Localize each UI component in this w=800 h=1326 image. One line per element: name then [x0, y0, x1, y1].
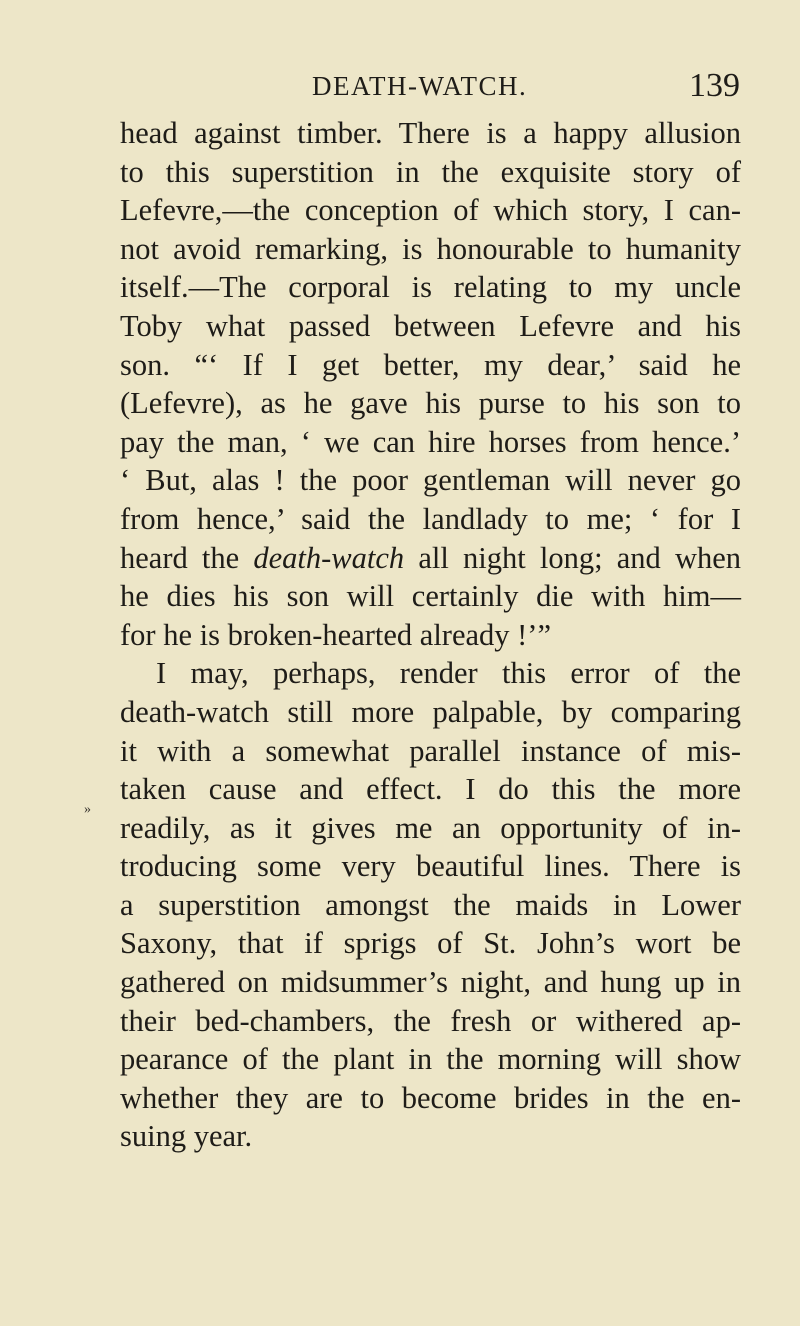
text-line: Lefevre,—the conception of which story, I can-	[120, 193, 741, 228]
text-line: troducing some very beautiful lines. There is	[120, 849, 741, 884]
text-line: death-watch still more palpable, by comparing	[120, 694, 741, 729]
text-line: (Lefevre), as he gave his purse to his son to	[120, 386, 741, 421]
text-line: pearance of the plant in the morning will show	[120, 1042, 741, 1077]
text-line: taken cause and effect. I do this the more	[120, 772, 741, 807]
italic-term: death-watch	[253, 540, 405, 575]
page-number: 139	[689, 67, 740, 104]
text-line: Saxony, that if sprigs of St. John’s wort be	[120, 926, 741, 961]
text-line: ‘ But, alas ! the poor gentleman will never go	[120, 463, 741, 498]
paragraph-start-line: I may, perhaps, render this error of the	[156, 656, 741, 691]
text-line: pay the man, ‘ we can hire horses from hence.’	[120, 424, 741, 459]
text-line: whether they are to become brides in the en-	[120, 1080, 741, 1115]
text-line: their bed-chambers, the fresh or withered ap-	[120, 1003, 741, 1038]
running-head	[120, 66, 740, 106]
text-line: he dies his son will certainly die with him—	[120, 579, 741, 614]
text-run: heard the	[120, 540, 254, 575]
text-line: not avoid remarking, is honourable to humanity	[120, 231, 741, 266]
text-line: Toby what passed between Lefevre and his	[120, 308, 741, 343]
text-line: it with a somewhat parallel instance of mis-	[120, 733, 741, 768]
margin-mark: »	[84, 802, 91, 817]
text-line: son. “‘ If I get better, my dear,’ said he	[120, 347, 741, 382]
text-line: from hence,’ said the landlady to me; ‘ for I	[120, 501, 741, 536]
text-line	[120, 539, 741, 578]
text-line: readily, as it gives me an opportunity of in-	[120, 810, 741, 845]
text-line: itself.—The corporal is relating to my uncle	[120, 270, 741, 305]
text-line: head against timber. There is a happy allusion	[120, 116, 741, 150]
text-line: for he is broken-hearted already !’”	[120, 617, 552, 652]
text-line: a superstition amongst the maids in Lower	[120, 887, 741, 922]
text-line: to this superstition in the exquisite story of	[120, 154, 741, 189]
running-title: DEATH-WATCH.	[312, 71, 528, 101]
text-line: gathered on midsummer’s night, and hung up in	[120, 965, 741, 1000]
text-line: suing year.	[120, 1119, 253, 1154]
body-text	[120, 114, 741, 1156]
text-run: all night long; and when	[404, 540, 742, 575]
